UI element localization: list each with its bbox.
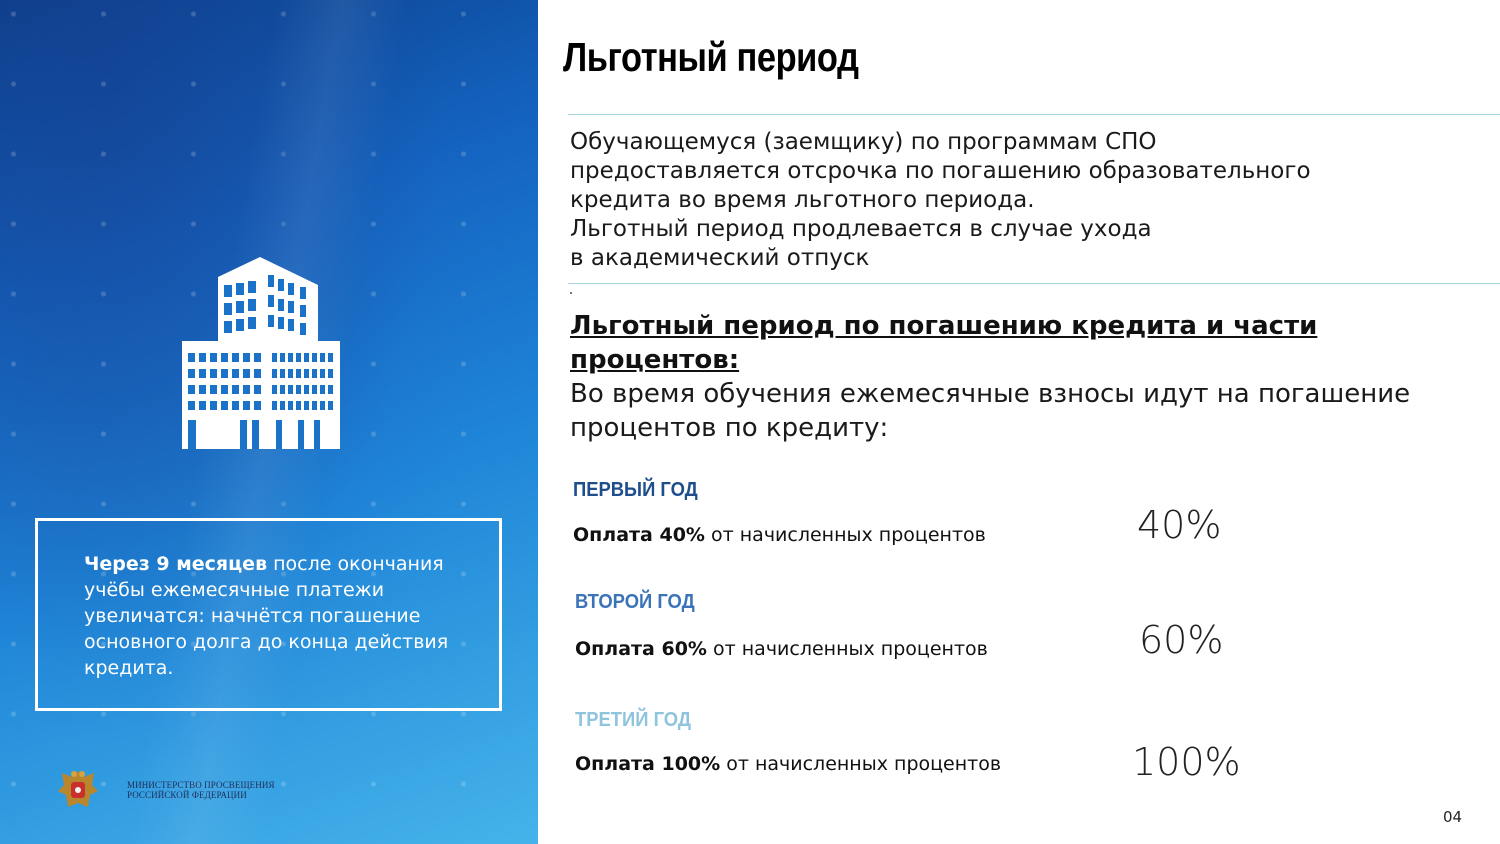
intro-line: Льготный период продлевается в случае ухода [570, 216, 1152, 242]
pay-prefix: Оплата [575, 753, 655, 775]
subtitle-line: процентов: [570, 345, 740, 375]
year-percent-third: 100% [1132, 740, 1241, 784]
year-payment-third [575, 752, 1001, 776]
ministry-label [127, 780, 275, 800]
subtitle-line: Льготный период по погашению кредита и части [570, 311, 1318, 341]
section-subtitle [570, 309, 1470, 377]
ministry-line: МИНИСТЕРСТВО ПРОСВЕЩЕНИЯ [127, 780, 275, 790]
pay-amount: 40% [659, 524, 705, 546]
emblem-icon [54, 765, 102, 813]
divider [568, 283, 1500, 284]
section-description [570, 377, 1490, 445]
year-payment-second [575, 637, 988, 661]
year-label-third: ТРЕТИЙ ГОД [575, 709, 691, 731]
pay-suffix: от начисленных процентов [726, 753, 1002, 775]
pay-suffix: от начисленных процентов [713, 638, 988, 660]
ministry-line: РОССИЙСКОЙ ФЕДЕРАЦИИ [127, 790, 247, 800]
left-panel [0, 0, 538, 844]
info-box-bold: Через 9 месяцев [84, 553, 268, 575]
pay-amount: 60% [661, 638, 707, 660]
year-label-first: ПЕРВЫЙ ГОД [573, 479, 698, 501]
pay-suffix: от начисленных процентов [711, 524, 986, 546]
intro-line: кредита во время льготного периода. [570, 187, 1035, 213]
pay-prefix: Оплата [573, 524, 653, 546]
slide-title: Льготный период [563, 34, 859, 80]
info-box-text [84, 551, 464, 681]
description-line: процентов по кредиту: [570, 413, 889, 443]
pay-amount: 100% [661, 753, 721, 775]
divider [568, 114, 1500, 115]
year-percent-first: 40% [1137, 503, 1222, 547]
intro-paragraph [570, 128, 1470, 273]
intro-line: Обучающемуся (заемщику) по программам СПО [570, 129, 1157, 155]
pay-prefix: Оплата [575, 638, 655, 660]
info-box-body: после окончания учёбы ежемесячные платежи увеличатся: начнётся погашение основного долга до конца действия кредита. [84, 553, 449, 679]
building-icon [180, 255, 342, 453]
description-line: Во время обучения ежемесячные взносы идут на погашение [570, 379, 1411, 409]
year-percent-second: 60% [1139, 618, 1224, 662]
intro-line: в академический отпуск [570, 245, 870, 271]
year-label-second: ВТОРОЙ ГОД [575, 591, 695, 613]
intro-line: предоставляется отсрочка по погашению образовательного [570, 158, 1311, 184]
page-number: 04 [1443, 808, 1463, 826]
year-payment-first [573, 523, 986, 547]
bullet-dot [570, 292, 572, 294]
